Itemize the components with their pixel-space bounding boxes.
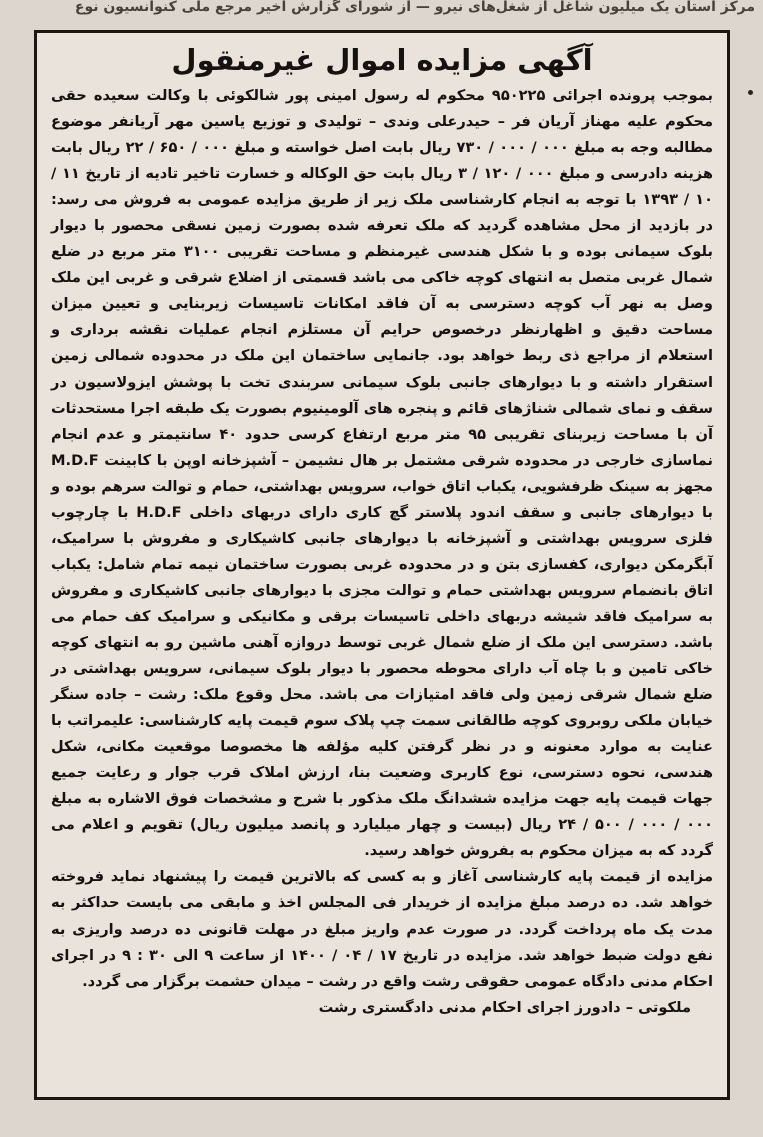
top-newspaper-strip: [0, 0, 763, 22]
top-strip-text: مرکز استان یک میلیون شاغل از شغل‌های نیرو — از شورای گزارش اخیر مرجع ملی کنوانسیون نوع: [74, 0, 755, 15]
margin-dot: [748, 90, 753, 95]
auction-notice: [34, 30, 730, 1100]
notice-signature: ملکوتی – دادورز اجرای احکام مدنی دادگستری رشت: [318, 998, 691, 1016]
notice-title: آگهی مزایده اموال غیرمنقول: [171, 43, 593, 77]
notice-paragraph-main: بموجب پرونده اجرائی ۹۵۰۲۲۵ محکوم له رسول امینی پور شالکوئی با وکالت سعیده حقی محکوم علیه مهناز آریان فر – حیدرعلی وندی – تولیدی و توزیع یاسین مهر آریانفر موضوع مطالبه وجه به مبلغ ۰۰۰ / ۰۰۰ / ۷۳۰ ریال بابت اصل خواسته و مبلغ ۰۰۰ / ۶۵۰ / ۲۲ ریال بابت هزینه دادرسی و مبلغ ۰۰۰ / ۱۲۰ / ۳ ریال بابت حق الوکاله و خسارت تاخیر تادیه از تاریخ ۱۱ / ۱۰ / ۱۳۹۳ با توجه به انجام کارشناسی ملک زیر از طریق مزایده عمومی به فروش می رسد: در بازدید از محل مشاهده گردید که ملک تعرفه شده بصورت زمین نسقی محصور با دیوار بلوک سیمانی بوده و با شکل هندسی غیرمنظم و مساحت تقریبی ۳۱۰۰ متر مربع در ضلع شمال غربی متصل به انتهای کوچه خاکی می باشد قسمتی از اضلاع شرقی و غربی این ملک وصل به نهر آب کوچه دسترسی به آن فاقد امکانات تاسیسات زیربنایی و تعیین میزان مساحت دقیق و اظهارنظر درخصوص حرایم آن مستلزم انجام عملیات نقشه برداری و استعلام از مراجع ذی ربط خواهد بود. جانمایی ساختمان این ملک در محدوده شمالی زمین استقرار داشته و با دیوارهای جانبی بلوک سیمانی سربندی تخت با پوشش ایزولاسیون در سقف و نمای شمالی شناژهای قائم و پنجره های آلومینیوم بصورت یک طبقه اجرا مستحدثات آن با مساحت زیربنای تقریبی ۹۵ متر مربع ارتفاع کرسی حدود ۴۰ سانتیمتر و عدم انجام نماسازی خارجی در محدوده شرقی مشتمل بر هال نشیمن – آشپزخانه اوپن با کابینت M.D.F مجهز به سینک ظرفشویی، یکباب اتاق خواب، سرویس بهداشتی، حمام و توالت سرهم بوده و با دیوارهای جانبی و سقف اندود پلاستر گچ کاری دارای دربهای داخلی H.D.F با چارچوب فلزی سرویس بهداشتی و آشپزخانه با دیوارهای جانبی کاشیکاری و مفروش با سرامیک، آبگرمکن دیواری، کفسازی بتن و در محدوده غربی بصورت ساختمان نیمه تمام شامل: یکباب اتاق بانضمام سرویس بهداشتی حمام و توالت مجزی با دیوارهای جانبی کاشیکاری و مفروش به سرامیک فاقد شیشه دربهای داخلی تاسیسات برقی و مکانیکی و سرامیک کف حمام می باشد. دسترسی این ملک از ضلع شمال غربی توسط دروازه آهنی ماشین رو به انتهای کوچه خاکی تامین و با چاه آب دارای محوطه محصور با دیوار بلوک سیمانی، سرویس بهداشتی در ضلع شمال شرقی زمین ولی فاقد امتیازات می باشد. محل وقوع ملک: رشت – جاده سنگر خیابان ملکی روبروی کوچه طالقانی سمت چپ پلاک سوم قیمت پایه کارشناسی: علیمراتب با عنایت به موارد معنونه و در نظر گرفتن کلیه مؤلفه ها مخصوصا موقعیت مکانی، شکل هندسی، نحوه دسترسی، نوع کاربری وضعیت بنا، ارزش املاک قرب جوار و رعایت جمیع جهات قیمت پایه جهت مزایده ششدانگ ملک مذکور با شرح و مشخصات فوق الاشاره به مبلغ ۰۰۰ / ۰۰۰ / ۵۰۰ / ۲۴ ریال (بیست و چهار میلیارد و پانصد میلیون ریال) تقویم و اعلام می گردد که به میزان محکوم به بفروش خواهد رسید.: [51, 87, 713, 860]
notice-body: [51, 83, 713, 995]
notice-paragraph-terms: مزایده از قیمت پایه کارشناسی آغاز و به کسی که بالاترین قیمت را پیشنهاد نماید فروخته خواهد شد. ده درصد مبلغ مزایده از خریدار فی المجلس اخذ و مابقی می بایست حداکثر به مدت یک ماه پرداخت گردد. در صورت عدم واریز مبلغ در مهلت قانونی ده درصد واریزی به نفع دولت ضبط خواهد شد. مزایده در تاریخ ۱۷ / ۰۴ / ۱۴۰۰ از ساعت ۹ الی ۳۰ : ۹ در اجرای احکام مدنی دادگاه عمومی حقوقی رشت واقع در رشت – میدان حشمت برگزار می گردد.: [51, 868, 713, 990]
